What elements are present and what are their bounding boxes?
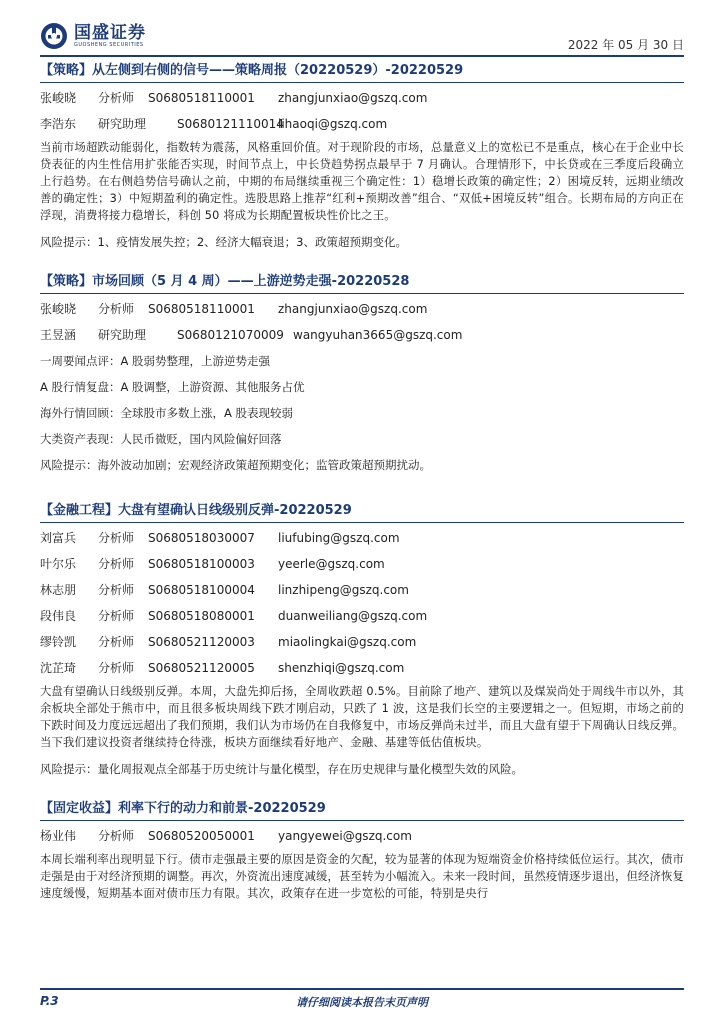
header-divider — [40, 55, 684, 57]
footer-disclaimer: 请仔细阅读本报告末页声明 — [296, 996, 428, 1009]
author-email[interactable]: liufubing@gszq.com — [278, 531, 400, 545]
author-row: 缪铃凯 分析师 S0680521120003 miaolingkai@gszq.com — [40, 629, 684, 655]
section-title: 【固定收益】利率下行的动力和前景-20220529 — [40, 801, 326, 816]
author-email[interactable]: zhangjunxiao@gszq.com — [278, 302, 428, 316]
author-email[interactable]: linzhipeng@gszq.com — [278, 583, 409, 597]
section-summary: 大盘有望确认日线级别反弹。本周，大盘先抑后扬，全周收跌超 0.5%。目前除了地产、建筑以及煤炭尚处于周线牛市以外，其余板块全部处于熊市中，而且很多板块周线下跌才刚启动，只跌了 1 波，这是我们长空的主要逻辑之一。但短期，市场之前的下跌时间及力度远远超出了我们预期，我们认为市场仍在自我修复中，市场反弹尚未过半，而且大盘有望于下周确认日线反弹。当下我们建议投资者继续持仓待涨，板块方面继续看好地产、金融、基建等低估值板块。 — [40, 685, 684, 749]
summary-line: 海外行情回顾：全球股市多数上涨，A 股表现较弱 — [40, 406, 294, 420]
footer-divider — [40, 988, 684, 990]
report-section — [40, 798, 684, 902]
author-email[interactable]: shenzhiqi@gszq.com — [278, 661, 405, 675]
author-email[interactable]: miaolingkai@gszq.com — [278, 635, 417, 649]
author-row: 刘富兵 分析师 S0680518030007 liufubing@gszq.com — [40, 525, 684, 551]
author-email[interactable]: lihaoqi@gszq.com — [278, 117, 388, 131]
author-email[interactable]: wangyuhan3665@gszq.com — [293, 328, 463, 342]
report-section — [40, 60, 684, 251]
author-row: 林志朋 分析师 S0680518100004 linzhipeng@gszq.com — [40, 577, 684, 603]
author-row: 杨业伟 分析师 S0680520050001 yangyewei@gszq.com — [40, 823, 684, 849]
author-email[interactable]: yangyewei@gszq.com — [278, 829, 412, 843]
report-section — [40, 500, 684, 778]
page-content — [40, 60, 684, 902]
author-row: 王昱涵 研究助理 S0680121070009 wangyuhan3665@gszq.com — [40, 322, 684, 348]
author-row: 张峻晓 分析师 S0680518110001 zhangjunxiao@gszq.com — [40, 296, 684, 322]
section-summary: 本周长端利率出现明显下行。债市走强最主要的原因是资金的欠配，较为显著的体现为短端资金价格持续低位运行。其次，债市走强是由于对经济预期的调整。再次，外资流出速度减缓，甚至转为小幅流入。未来一段时间，虽然疫情逐步退出，但经济恢复速度缓慢，短期基本面对债市压力有限。其次，政策存在进一步宽松的可能，特别是央行 — [40, 853, 684, 900]
author-email[interactable]: yeerle@gszq.com — [278, 557, 385, 571]
section-title: 【金融工程】大盘有望确认日线级别反弹-20220529 — [40, 503, 352, 518]
author-row: 段伟良 分析师 S0680518080001 duanweiliang@gszq.com — [40, 603, 684, 629]
author-row: 叶尔乐 分析师 S0680518100003 yeerle@gszq.com — [40, 551, 684, 577]
summary-line: A 股行情复盘：A 股调整，上游资源、其他服务占优 — [40, 380, 305, 394]
section-divider — [40, 820, 684, 821]
risk-warning: 风险提示：1、疫情发展失控；2、经济大幅衰退；3、政策超预期变化。 — [40, 235, 407, 249]
brand-logo-icon — [40, 22, 68, 50]
brand-logo — [40, 20, 146, 52]
author-row: 沈芷琦 分析师 S0680521120005 shenzhiqi@gszq.com — [40, 655, 684, 681]
section-divider — [40, 293, 684, 294]
risk-warning: 风险提示：量化周报观点全部基于历史统计与量化模型，存在历史规律与量化模型失效的风险。 — [40, 762, 523, 776]
summary-line: 一周要闻点评：A 股弱势整理，上游逆势走强 — [40, 354, 271, 368]
brand-name-en: GUOSHENG SECURITIES — [74, 41, 144, 48]
author-row: 张峻晓 分析师 S0680518110001 zhangjunxiao@gszq.com — [40, 85, 684, 111]
section-title: 【策略】从左侧到右侧的信号——策略周报（20220529）-20220529 — [40, 63, 464, 78]
section-divider — [40, 82, 684, 83]
risk-warning: 风险提示：海外波动加剧；宏观经济政策超预期变化；监管政策超预期扰动。 — [40, 458, 431, 472]
page-footer — [40, 988, 684, 1018]
author-email[interactable]: duanweiliang@gszq.com — [278, 609, 428, 623]
page-header — [0, 0, 724, 60]
section-divider — [40, 522, 684, 523]
section-title: 【策略】市场回顾（5 月 4 周）——上游逆势走强-20220528 — [40, 274, 410, 289]
summary-line: 大类资产表现：人民币微贬，国内风险偏好回落 — [40, 432, 282, 446]
author-row: 李浩东 研究助理 S0680121110014 lihaoqi@gszq.com — [40, 111, 684, 137]
report-section — [40, 271, 684, 478]
author-email[interactable]: zhangjunxiao@gszq.com — [278, 91, 428, 105]
report-date: 2022 年 05 月 30 日 — [567, 38, 684, 52]
section-summary: 当前市场超跌动能弱化，指数转为震荡，风格重回价值。对于现阶段的市场，总量意义上的宽松已不是重点，核心在于企业中长贷表征的内生性信用扩张能否实现，时间节点上，中长贷趋势拐点最早于 7 月确认。合理情形下，中长贷或在三季度后段确立上行趋势。在右侧趋势信号确认之前，中期的布局继续重视三个确定性：1）稳增长政策的确定性；2）困境反转，远期业绩改善的确定性；3）中短期盈利的确定性。选股思路上推荐“红利+预期改善”组合、“双低+困境反转”组合。长期布局的方向正在浮现，消费将接力稳增长，科创 50 将成为长期配置板块性价比之王。 — [40, 141, 684, 222]
brand-name: 国盛证券 — [74, 22, 146, 43]
page-number: P.3 — [40, 994, 59, 1008]
